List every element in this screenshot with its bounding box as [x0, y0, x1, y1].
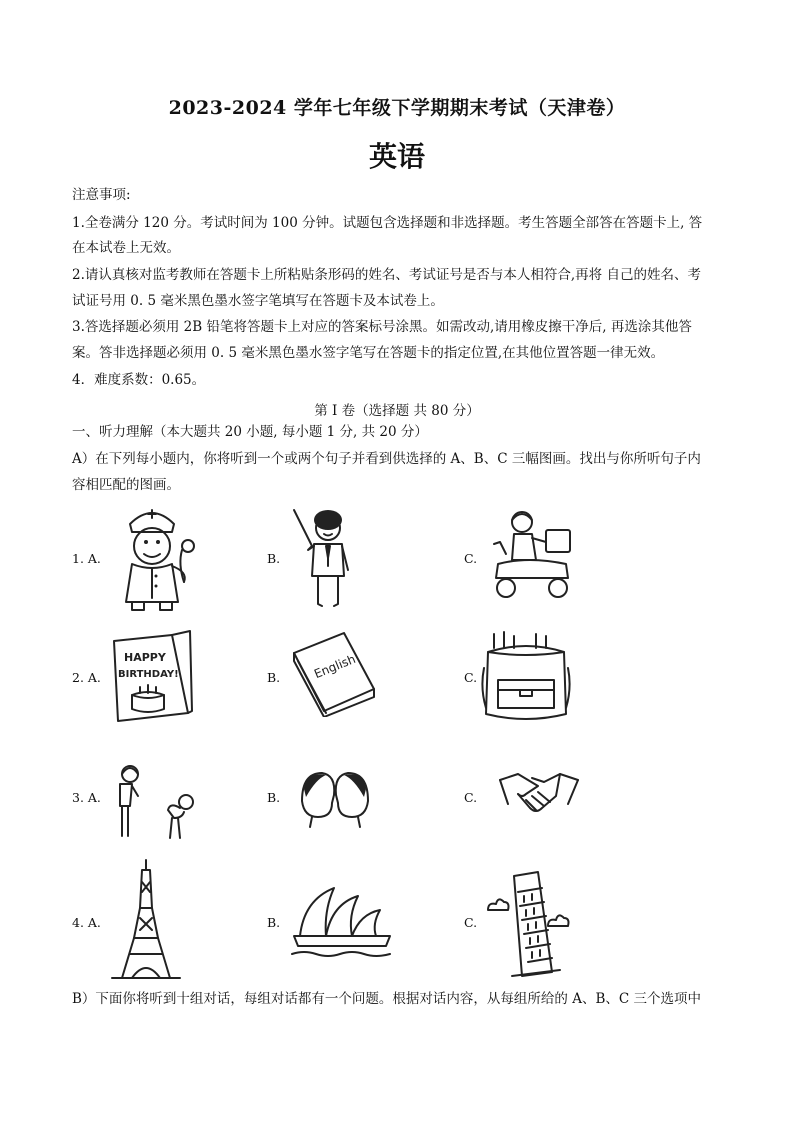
card-text-happy: HAPPY [124, 651, 166, 664]
handshake-picture [496, 768, 582, 822]
exam-title: 2023-2024 学年七年级下学期期末考试（天津卷） [168, 97, 626, 119]
q1-option-b-label: B. [267, 551, 281, 566]
q4-option-a-label: 4. A. [72, 915, 101, 930]
q2-option-c-label: C. [464, 670, 478, 685]
q4-option-c-label: C. [464, 915, 478, 930]
note-line-4: 试证号用 0. 5 毫米黑色墨水签字笔填写在答题卡及本试卷上。 [72, 293, 444, 309]
note-line-5: 3.答选择题必须用 2B 铅笔将答题卡上对应的答案标号涂黑。如需改动,请用橡皮擦干净后, 再选涂其他答 [72, 319, 692, 335]
q2-option-b-label: B. [267, 670, 281, 685]
backpack-picture [480, 628, 572, 726]
english-book-picture [288, 627, 380, 717]
part-b-instruction: B）下面你将听到十组对话，每组对话都有一个问题。根据对话内容，从每组所给的 A、B、C 三个选项中 [72, 991, 702, 1007]
subject-title: 英语 [368, 140, 425, 173]
note-line-6: 案。答非选择题必须用 0. 5 毫米黑色墨水签字笔写在答题卡的指定位置,在其他位置答题一律无效。 [72, 345, 665, 361]
birthday-card-picture [110, 627, 194, 725]
notes-heading: 注意事项: [72, 187, 131, 203]
note-line-2: 在本试卷上无效。 [72, 240, 180, 256]
q2-option-a-label: 2. A. [72, 670, 101, 685]
teacher-picture [286, 506, 366, 610]
q1-option-c-label: C. [464, 551, 478, 566]
note-line-7: 4．难度系数：0.65。 [72, 372, 206, 388]
bowing-picture [108, 762, 200, 842]
doctor-picture [108, 502, 204, 614]
delivery-rider-picture [488, 508, 576, 604]
leaning-tower-of-pisa-picture [482, 866, 572, 980]
q3-option-c-label: C. [464, 790, 478, 805]
part-a-instruction-2: 容相匹配的图画。 [72, 477, 180, 493]
sydney-opera-house-picture [290, 880, 394, 964]
section-title: 第 I 卷（选择题 共 80 分） [314, 403, 480, 419]
card-text-birthday: BIRTHDAY! [118, 669, 179, 680]
q1-option-a-label: 1. A. [72, 551, 101, 566]
eiffel-tower-picture [108, 858, 184, 982]
q3-option-a-label: 3. A. [72, 790, 101, 805]
q4-option-b-label: B. [267, 915, 281, 930]
kissing-picture [298, 767, 372, 829]
q3-option-b-label: B. [267, 790, 281, 805]
part-a-instruction-1: A）在下列每小题内，你将听到一个或两个句子并看到供选择的 A、B、C 三幅图画。找出与你所听句子内 [72, 451, 701, 467]
book-text-english: English [312, 651, 358, 682]
listening-part-title: 一、听力理解（本大题共 20 小题, 每小题 1 分, 共 20 分） [72, 424, 428, 440]
note-line-1: 1.全卷满分 120 分。考试时间为 100 分钟。试题包含选择题和非选择题。考生答题全部答在答题卡上, 答 [72, 215, 703, 231]
note-line-3: 2.请认真核对监考教师在答题卡上所粘贴条形码的姓名、考试证号是否与本人相符合,再将 自己的姓名、考 [72, 267, 701, 283]
